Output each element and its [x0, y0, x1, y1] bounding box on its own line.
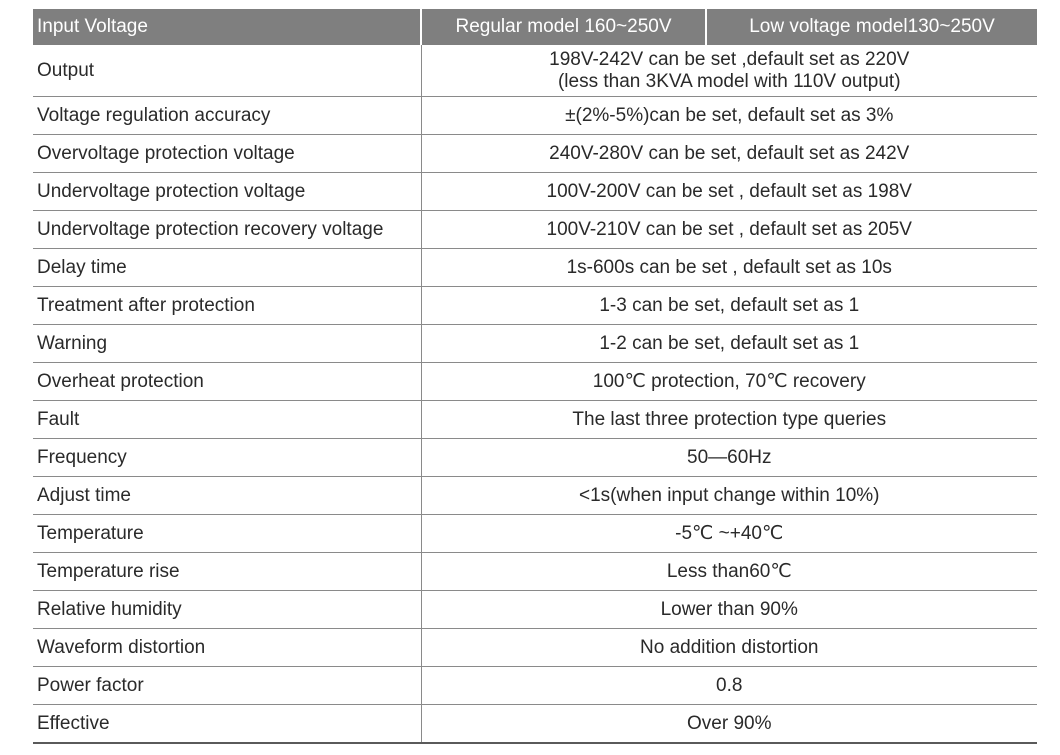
- row-label: Fault: [33, 401, 421, 439]
- spec-table-header: [33, 9, 1037, 45]
- row-value: <1s(when input change within 10%): [421, 477, 1037, 515]
- row-label: Undervoltage protection voltage: [33, 173, 421, 211]
- row-label: Waveform distortion: [33, 629, 421, 667]
- table-row: [33, 97, 1037, 135]
- row-value: 1-3 can be set, default set as 1: [421, 287, 1037, 325]
- row-label: Treatment after protection: [33, 287, 421, 325]
- row-value-line: (less than 3KVA model with 110V output): [557, 70, 901, 92]
- row-label: Overheat protection: [33, 363, 421, 401]
- row-label: Effective: [33, 705, 421, 744]
- header-input-voltage: Input Voltage: [33, 9, 421, 45]
- table-row: [33, 45, 1037, 97]
- row-label: Power factor: [33, 667, 421, 705]
- row-value: 100V-200V can be set , default set as 198V: [421, 173, 1037, 211]
- table-row: [33, 705, 1037, 744]
- row-label: Relative humidity: [33, 591, 421, 629]
- row-value: 50—60Hz: [421, 439, 1037, 477]
- row-value: 100V-210V can be set , default set as 205V: [421, 211, 1037, 249]
- row-value: 1s-600s can be set , default set as 10s: [421, 249, 1037, 287]
- row-value-line: 198V-242V can be set ,default set as 220V: [549, 48, 910, 70]
- spec-table: [33, 9, 1037, 744]
- row-value: Less than60℃: [421, 553, 1037, 591]
- table-row: [33, 325, 1037, 363]
- row-value: 100℃ protection, 70℃ recovery: [421, 363, 1037, 401]
- table-row: [33, 553, 1037, 591]
- row-value: ±(2%-5%)can be set, default set as 3%: [421, 97, 1037, 135]
- table-row: [33, 515, 1037, 553]
- header-row: [33, 9, 1037, 45]
- row-value: The last three protection type queries: [421, 401, 1037, 439]
- row-label: Output: [33, 45, 421, 97]
- table-row: [33, 629, 1037, 667]
- row-label: Undervoltage protection recovery voltage: [33, 211, 421, 249]
- table-row: [33, 135, 1037, 173]
- table-row: [33, 249, 1037, 287]
- spec-table-body: [33, 45, 1037, 743]
- row-value: 0.8: [421, 667, 1037, 705]
- table-row: [33, 173, 1037, 211]
- table-row: [33, 439, 1037, 477]
- table-row: [33, 211, 1037, 249]
- table-row: [33, 667, 1037, 705]
- row-value: No addition distortion: [421, 629, 1037, 667]
- row-label: Temperature rise: [33, 553, 421, 591]
- table-row: [33, 591, 1037, 629]
- row-value: -5℃ ~+40℃: [421, 515, 1037, 553]
- row-value: [421, 45, 1037, 97]
- table-row: [33, 287, 1037, 325]
- row-value: Over 90%: [421, 705, 1037, 744]
- table-row: [33, 477, 1037, 515]
- row-label: Warning: [33, 325, 421, 363]
- row-label: Frequency: [33, 439, 421, 477]
- row-label: Adjust time: [33, 477, 421, 515]
- row-label: Overvoltage protection voltage: [33, 135, 421, 173]
- header-regular-model: Regular model 160~250V: [421, 9, 706, 45]
- row-value: Lower than 90%: [421, 591, 1037, 629]
- row-value: 1-2 can be set, default set as 1: [421, 325, 1037, 363]
- row-label: Voltage regulation accuracy: [33, 97, 421, 135]
- table-row: [33, 363, 1037, 401]
- row-value: 240V-280V can be set, default set as 242V: [421, 135, 1037, 173]
- row-label: Temperature: [33, 515, 421, 553]
- header-low-voltage-model: Low voltage model130~250V: [706, 9, 1037, 45]
- table-row: [33, 401, 1037, 439]
- row-label: Delay time: [33, 249, 421, 287]
